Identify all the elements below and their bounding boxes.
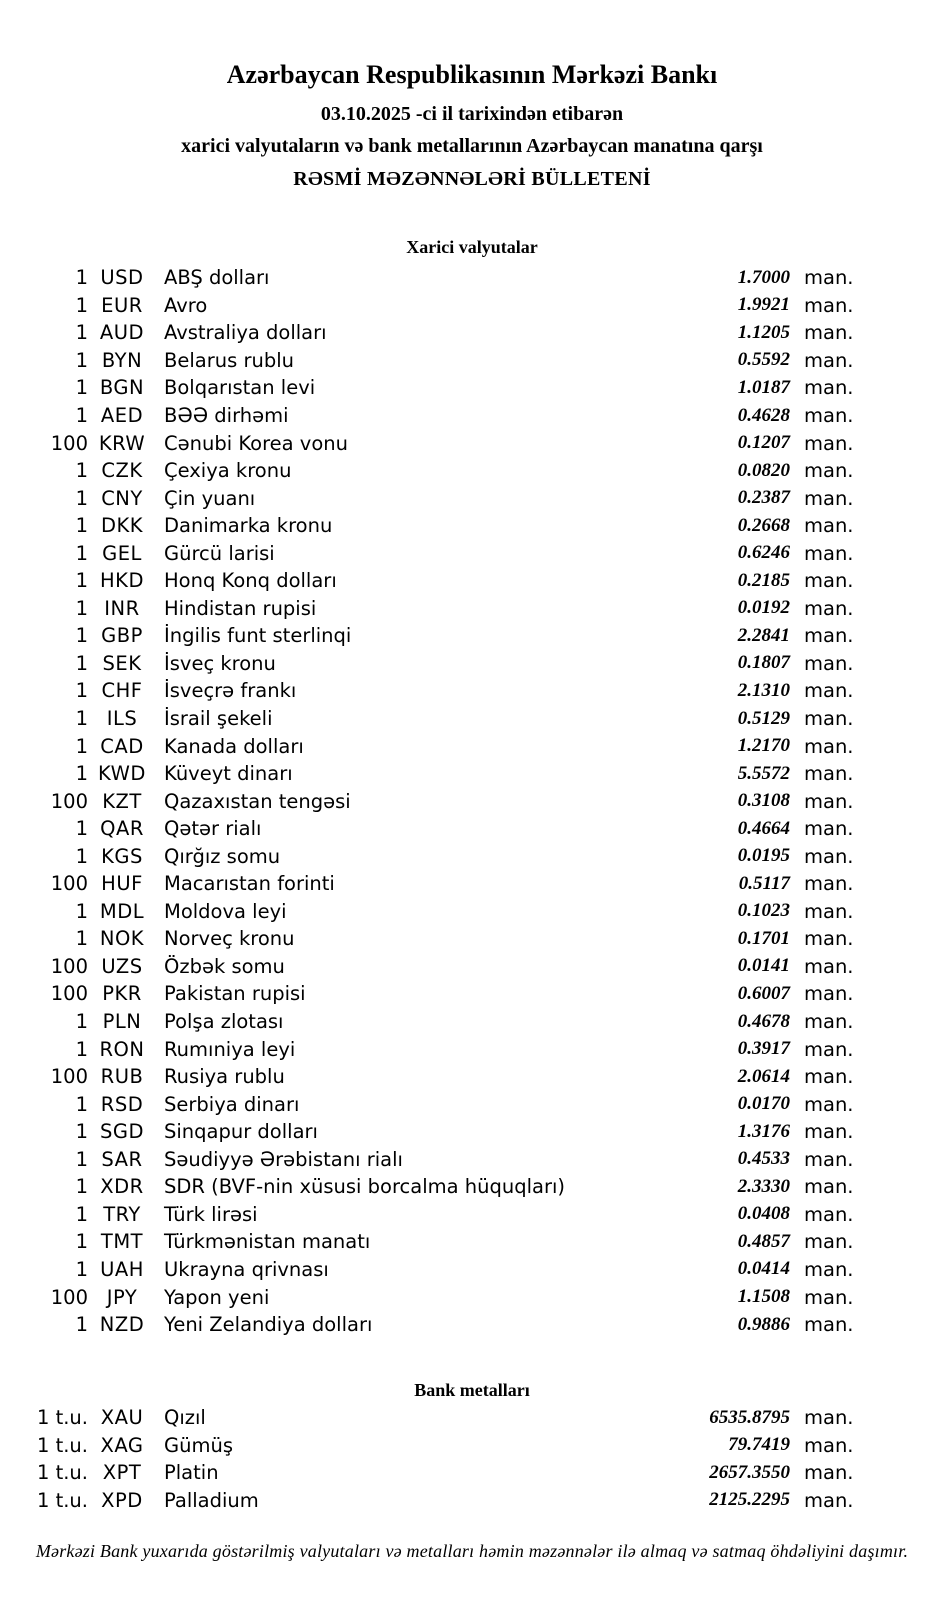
currency-name-cell: İsrail şekeli bbox=[164, 707, 273, 731]
currency-row bbox=[0, 842, 944, 870]
currency-row bbox=[0, 347, 944, 375]
currency-code-cell: NZD bbox=[99, 1313, 145, 1337]
rate-value-cell: 0.4628 bbox=[737, 404, 790, 426]
currency-code-cell: BGN bbox=[99, 376, 145, 400]
quantity-cell: 1 t.u. bbox=[36, 1406, 88, 1430]
unit-label-cell: man. bbox=[804, 844, 854, 868]
rate-value-cell: 2125.2295 bbox=[709, 1489, 790, 1511]
currency-name-cell: Honq Konq dolları bbox=[164, 569, 337, 593]
currency-code-cell: EUR bbox=[101, 293, 143, 317]
currency-code-cell: TRY bbox=[103, 1202, 141, 1226]
rate-value-cell: 0.3108 bbox=[737, 790, 790, 812]
quantity-cell: 1 t.u. bbox=[36, 1433, 88, 1457]
unit-label-cell: man. bbox=[804, 266, 854, 290]
rate-value-cell: 0.4678 bbox=[737, 1010, 790, 1032]
currency-code-cell: HUF bbox=[101, 872, 143, 896]
currency-code-cell: USD bbox=[100, 266, 144, 290]
unit-label-cell: man. bbox=[804, 651, 854, 675]
rate-value-cell: 0.1807 bbox=[737, 652, 790, 674]
currency-code-cell: PKR bbox=[102, 982, 142, 1006]
quantity-cell: 1 bbox=[75, 679, 88, 703]
quantity-cell: 1 t.u. bbox=[36, 1461, 88, 1485]
currency-row bbox=[0, 1201, 944, 1229]
currency-name-cell: Avstraliya dolları bbox=[164, 321, 327, 345]
currency-row bbox=[0, 292, 944, 320]
unit-label-cell: man. bbox=[804, 376, 854, 400]
currency-row bbox=[0, 567, 944, 595]
currencies-section-title: Xarici valyutalar bbox=[406, 237, 538, 257]
subject-line: xarici valyutaların və bank metallarının Azərbaycan manatına qarşı bbox=[181, 135, 763, 157]
unit-label-cell: man. bbox=[804, 1488, 854, 1512]
currency-code-cell: TMT bbox=[100, 1230, 144, 1254]
currency-name-cell: Norveç kronu bbox=[164, 927, 295, 951]
currency-row bbox=[0, 1173, 944, 1201]
metal-row bbox=[0, 1487, 944, 1515]
metal-row bbox=[0, 1459, 944, 1487]
currency-code-cell: MDL bbox=[99, 899, 145, 923]
rate-value-cell: 6535.8795 bbox=[709, 1406, 790, 1428]
unit-label-cell: man. bbox=[804, 1147, 854, 1171]
unit-label-cell: man. bbox=[804, 762, 854, 786]
quantity-cell: 100 bbox=[50, 1065, 88, 1089]
unit-label-cell: man. bbox=[804, 1175, 854, 1199]
currency-row bbox=[0, 677, 944, 705]
rate-value-cell: 2.3330 bbox=[737, 1175, 790, 1197]
currency-name-cell: Palladium bbox=[164, 1488, 259, 1512]
quantity-cell: 1 bbox=[75, 1092, 88, 1116]
currency-row bbox=[0, 402, 944, 430]
currency-name-cell: SDR (BVF-nin xüsusi borcalma hüquqları) bbox=[164, 1175, 566, 1199]
quantity-cell: 100 bbox=[50, 789, 88, 813]
currency-name-cell: Bolqarıstan levi bbox=[164, 376, 316, 400]
unit-label-cell: man. bbox=[804, 1230, 854, 1254]
quantity-cell: 1 bbox=[75, 266, 88, 290]
unit-label-cell: man. bbox=[804, 679, 854, 703]
unit-label-cell: man. bbox=[804, 1461, 854, 1485]
rate-value-cell: 0.5592 bbox=[737, 349, 790, 371]
unit-label-cell: man. bbox=[804, 707, 854, 731]
currency-name-cell: Serbiya dinarı bbox=[164, 1092, 300, 1116]
currency-name-cell: Çexiya kronu bbox=[164, 459, 292, 483]
currency-name-cell: Qırğız somu bbox=[164, 844, 281, 868]
unit-label-cell: man. bbox=[804, 486, 854, 510]
currency-row bbox=[0, 264, 944, 292]
currency-name-cell: Küveyt dinarı bbox=[164, 762, 293, 786]
currency-row bbox=[0, 1256, 944, 1284]
currency-name-cell: Kanada dolları bbox=[164, 734, 304, 758]
currency-name-cell: Özbək somu bbox=[164, 954, 285, 978]
quantity-cell: 1 t.u. bbox=[36, 1488, 88, 1512]
unit-label-cell: man. bbox=[804, 1313, 854, 1337]
quantity-cell: 1 bbox=[75, 762, 88, 786]
currency-code-cell: RON bbox=[99, 1037, 145, 1061]
quantity-cell: 1 bbox=[75, 844, 88, 868]
unit-label-cell: man. bbox=[804, 596, 854, 620]
currency-name-cell: Yapon yeni bbox=[164, 1285, 270, 1309]
unit-label-cell: man. bbox=[804, 404, 854, 427]
currency-code-cell: JPY bbox=[106, 1285, 138, 1309]
currency-code-cell: KZT bbox=[102, 789, 142, 813]
rate-value-cell: 0.6246 bbox=[737, 542, 790, 564]
rate-value-cell: 0.0820 bbox=[737, 459, 790, 481]
currency-code-cell: DKK bbox=[100, 514, 144, 538]
quantity-cell: 1 bbox=[75, 569, 88, 593]
quantity-cell: 1 bbox=[75, 404, 88, 427]
currency-row bbox=[0, 539, 944, 567]
currency-code-cell: RSD bbox=[100, 1092, 144, 1116]
rate-value-cell: 2.0614 bbox=[737, 1065, 790, 1087]
unit-label-cell: man. bbox=[804, 872, 854, 896]
currency-code-cell: CNY bbox=[101, 486, 143, 510]
currency-row bbox=[0, 953, 944, 981]
rate-value-cell: 0.4664 bbox=[737, 817, 790, 839]
currency-code-cell: XAG bbox=[100, 1433, 144, 1457]
currency-name-cell: Gümüş bbox=[164, 1433, 233, 1457]
unit-label-cell: man. bbox=[804, 1120, 854, 1144]
rate-value-cell: 2.1310 bbox=[737, 679, 790, 701]
currency-name-cell: İngilis funt sterlinqi bbox=[164, 624, 352, 648]
currency-name-cell: Platin bbox=[164, 1461, 219, 1485]
currency-row bbox=[0, 484, 944, 512]
currency-code-cell: XPT bbox=[102, 1461, 142, 1485]
currency-row bbox=[0, 815, 944, 843]
currency-row bbox=[0, 1008, 944, 1036]
currency-code-cell: UAH bbox=[100, 1257, 144, 1281]
rate-value-cell: 0.2668 bbox=[737, 514, 790, 536]
unit-label-cell: man. bbox=[804, 954, 854, 978]
rate-value-cell: 79.7419 bbox=[728, 1434, 790, 1456]
quantity-cell: 1 bbox=[75, 1037, 88, 1061]
unit-label-cell: man. bbox=[804, 1010, 854, 1034]
currency-name-cell: Belarus rublu bbox=[164, 348, 295, 372]
unit-label-cell: man. bbox=[804, 927, 854, 951]
unit-label-cell: man. bbox=[804, 982, 854, 1006]
quantity-cell: 1 bbox=[75, 899, 88, 923]
currency-row bbox=[0, 898, 944, 926]
quantity-cell: 100 bbox=[50, 954, 88, 978]
currency-row bbox=[0, 1146, 944, 1174]
currency-name-cell: Macarıstan forinti bbox=[164, 872, 335, 896]
currency-code-cell: RUB bbox=[100, 1065, 144, 1089]
bank-name-title: Azərbaycan Respublikasının Mərkəzi Bankı bbox=[226, 60, 718, 89]
currency-code-cell: SAR bbox=[101, 1147, 143, 1171]
unit-label-cell: man. bbox=[804, 1406, 854, 1430]
rate-value-cell: 2.2841 bbox=[737, 624, 790, 646]
quantity-cell: 100 bbox=[50, 872, 88, 896]
currency-row bbox=[0, 457, 944, 485]
currency-code-cell: CHF bbox=[101, 679, 143, 703]
rate-value-cell: 1.7000 bbox=[737, 266, 790, 288]
currency-row bbox=[0, 374, 944, 402]
currency-row bbox=[0, 705, 944, 733]
rate-value-cell: 0.0414 bbox=[737, 1258, 790, 1280]
currency-name-cell: ABŞ dolları bbox=[164, 266, 270, 290]
quantity-cell: 1 bbox=[75, 1230, 88, 1254]
rate-value-cell: 1.1508 bbox=[737, 1286, 790, 1307]
rate-value-cell: 0.5117 bbox=[738, 872, 790, 894]
rate-value-cell: 0.1207 bbox=[737, 432, 790, 454]
metal-rates-table bbox=[0, 1404, 944, 1514]
currency-name-cell: Danimarka kronu bbox=[164, 514, 333, 538]
currency-row bbox=[0, 1118, 944, 1146]
rate-value-cell: 0.0170 bbox=[737, 1093, 790, 1115]
unit-label-cell: man. bbox=[804, 1257, 854, 1281]
currency-row bbox=[0, 980, 944, 1008]
currency-name-cell: Qətər rialı bbox=[164, 817, 262, 841]
currency-row bbox=[0, 1311, 944, 1339]
quantity-cell: 1 bbox=[75, 541, 88, 565]
currency-name-cell: Avro bbox=[164, 293, 208, 317]
currency-name-cell: Səudiyyə Ərəbistanı rialı bbox=[164, 1147, 403, 1171]
currency-row bbox=[0, 1063, 944, 1091]
quantity-cell: 1 bbox=[75, 1313, 88, 1337]
currency-code-cell: KWD bbox=[98, 762, 146, 786]
currency-code-cell: CAD bbox=[100, 734, 144, 758]
unit-label-cell: man. bbox=[804, 1065, 854, 1089]
rate-value-cell: 1.0187 bbox=[737, 376, 790, 398]
unit-label-cell: man. bbox=[804, 514, 854, 538]
unit-label-cell: man. bbox=[804, 1037, 854, 1061]
currency-row bbox=[0, 925, 944, 953]
currency-row bbox=[0, 650, 944, 678]
quantity-cell: 1 bbox=[75, 1257, 88, 1281]
currency-code-cell: QAR bbox=[100, 817, 144, 841]
effective-date-line: 03.10.2025 -ci il tarixindən etibarən bbox=[320, 103, 624, 125]
rate-value-cell: 1.3176 bbox=[737, 1120, 790, 1142]
quantity-cell: 1 bbox=[75, 817, 88, 841]
quantity-cell: 1 bbox=[75, 624, 88, 648]
currency-row bbox=[0, 622, 944, 650]
quantity-cell: 1 bbox=[75, 1175, 88, 1199]
currency-name-cell: Ukrayna qrivnası bbox=[164, 1257, 329, 1281]
currency-name-cell: Qızıl bbox=[164, 1406, 206, 1430]
currency-row bbox=[0, 512, 944, 540]
unit-label-cell: man. bbox=[804, 431, 854, 455]
currency-name-cell: BƏƏ dirhəmi bbox=[164, 404, 289, 427]
rate-value-cell: 0.0408 bbox=[737, 1203, 790, 1225]
rate-value-cell: 0.6007 bbox=[737, 982, 790, 1004]
quantity-cell: 100 bbox=[50, 431, 88, 455]
currency-row bbox=[0, 1228, 944, 1256]
quantity-cell: 1 bbox=[75, 486, 88, 510]
currency-name-cell: Sinqapur dolları bbox=[164, 1120, 318, 1144]
bulletin-title: RƏSMİ MƏZƏNNƏLƏRİ BÜLLETENİ bbox=[293, 168, 651, 190]
currency-code-cell: BYN bbox=[101, 348, 143, 372]
currency-name-cell: Türkmənistan manatı bbox=[164, 1230, 371, 1254]
currency-code-cell: GEL bbox=[102, 541, 142, 565]
quantity-cell: 1 bbox=[75, 1010, 88, 1034]
quantity-cell: 1 bbox=[75, 321, 88, 345]
currency-name-cell: Rumıniya leyi bbox=[164, 1037, 296, 1061]
currency-code-cell: XAU bbox=[100, 1406, 144, 1430]
unit-label-cell: man. bbox=[804, 789, 854, 813]
unit-label-cell: man. bbox=[804, 321, 854, 345]
currency-code-cell: XPD bbox=[101, 1488, 143, 1512]
currency-code-cell: UZS bbox=[101, 954, 143, 978]
currency-row bbox=[0, 1283, 944, 1311]
metal-row bbox=[0, 1432, 944, 1460]
quantity-cell: 100 bbox=[50, 1285, 88, 1309]
unit-label-cell: man. bbox=[804, 1202, 854, 1226]
rate-value-cell: 0.0192 bbox=[737, 597, 790, 619]
rate-value-cell: 0.0195 bbox=[737, 845, 790, 867]
rate-value-cell: 1.1205 bbox=[737, 321, 790, 343]
currency-name-cell: Qazaxıstan tengəsi bbox=[164, 789, 351, 813]
currency-code-cell: ILS bbox=[106, 707, 138, 731]
currency-row bbox=[0, 1035, 944, 1063]
metals-section-title: Bank metalları bbox=[414, 1380, 530, 1400]
rate-value-cell: 0.2387 bbox=[737, 487, 790, 509]
rate-value-cell: 0.3917 bbox=[737, 1038, 790, 1060]
unit-label-cell: man. bbox=[804, 1092, 854, 1116]
currency-code-cell: SEK bbox=[102, 651, 142, 675]
unit-label-cell: man. bbox=[804, 293, 854, 317]
quantity-cell: 100 bbox=[50, 982, 88, 1006]
rate-value-cell: 0.4857 bbox=[737, 1230, 790, 1252]
rate-value-cell: 0.1023 bbox=[737, 900, 790, 922]
currency-code-cell: AUD bbox=[99, 321, 145, 345]
currency-row bbox=[0, 787, 944, 815]
quantity-cell: 1 bbox=[75, 348, 88, 372]
quantity-cell: 1 bbox=[75, 376, 88, 400]
currency-code-cell: SGD bbox=[99, 1120, 144, 1144]
currency-code-cell: GBP bbox=[101, 624, 143, 648]
currency-name-cell: Polşa zlotası bbox=[164, 1010, 284, 1034]
unit-label-cell: man. bbox=[804, 734, 854, 758]
currency-row bbox=[0, 760, 944, 788]
currency-name-cell: Pakistan rupisi bbox=[164, 982, 306, 1006]
currency-row bbox=[0, 1090, 944, 1118]
currency-code-cell: HKD bbox=[100, 569, 144, 593]
currency-code-cell: CZK bbox=[101, 459, 143, 483]
quantity-cell: 1 bbox=[75, 651, 88, 675]
quantity-cell: 1 bbox=[75, 1120, 88, 1144]
rate-value-cell: 0.4533 bbox=[737, 1148, 790, 1170]
quantity-cell: 1 bbox=[75, 1147, 88, 1171]
rate-value-cell: 0.1701 bbox=[737, 927, 790, 949]
currency-row bbox=[0, 732, 944, 760]
rate-value-cell: 0.2185 bbox=[737, 569, 790, 591]
unit-label-cell: man. bbox=[804, 624, 854, 648]
currency-row bbox=[0, 319, 944, 347]
rate-value-cell: 1.2170 bbox=[737, 735, 790, 757]
currency-row bbox=[0, 870, 944, 898]
quantity-cell: 1 bbox=[75, 707, 88, 731]
unit-label-cell: man. bbox=[804, 348, 854, 372]
unit-label-cell: man. bbox=[804, 1433, 854, 1457]
quantity-cell: 1 bbox=[75, 459, 88, 483]
quantity-cell: 1 bbox=[75, 293, 88, 317]
currency-code-cell: PLN bbox=[102, 1010, 142, 1034]
currency-row bbox=[0, 595, 944, 623]
currency-name-cell: Cənubi Korea vonu bbox=[164, 431, 348, 455]
unit-label-cell: man. bbox=[804, 1285, 854, 1309]
quantity-cell: 1 bbox=[75, 927, 88, 951]
rate-value-cell: 1.9921 bbox=[737, 294, 790, 316]
metal-row bbox=[0, 1404, 944, 1432]
currency-code-cell: INR bbox=[104, 596, 140, 620]
currency-name-cell: Rusiya rublu bbox=[164, 1065, 285, 1089]
currency-name-cell: Türk lirəsi bbox=[164, 1202, 258, 1226]
quantity-cell: 1 bbox=[75, 1202, 88, 1226]
currency-name-cell: Moldova leyi bbox=[164, 899, 287, 923]
currency-code-cell: NOK bbox=[99, 927, 145, 951]
currency-name-cell: Gürcü larisi bbox=[164, 541, 275, 565]
quantity-cell: 1 bbox=[75, 734, 88, 758]
currency-name-cell: Hindistan rupisi bbox=[164, 596, 317, 620]
currency-code-cell: AED bbox=[100, 404, 144, 427]
currency-name-cell: Yeni Zelandiya dolları bbox=[164, 1313, 373, 1337]
currency-code-cell: KRW bbox=[98, 431, 146, 455]
currency-code-cell: XDR bbox=[100, 1175, 144, 1199]
currency-rates-table bbox=[0, 264, 944, 1338]
rate-value-cell: 0.9886 bbox=[737, 1313, 790, 1335]
unit-label-cell: man. bbox=[804, 541, 854, 565]
rate-value-cell: 5.5572 bbox=[737, 762, 790, 784]
rate-value-cell: 0.5129 bbox=[737, 707, 790, 729]
rate-value-cell: 0.0141 bbox=[737, 955, 790, 977]
quantity-cell: 1 bbox=[75, 514, 88, 538]
quantity-cell: 1 bbox=[75, 596, 88, 620]
currency-name-cell: İsveç kronu bbox=[164, 651, 276, 675]
currency-name-cell: İsveçrə frankı bbox=[164, 679, 297, 703]
unit-label-cell: man. bbox=[804, 817, 854, 841]
currency-row bbox=[0, 429, 944, 457]
rate-value-cell: 2657.3550 bbox=[709, 1461, 790, 1483]
footer-disclaimer: Mərkəzi Bank yuxarıda göstərilmiş valyutaları və metalları həmin məzənnələr ilə almaq və satmaq öhdəliyini daşımır. bbox=[35, 1541, 909, 1561]
unit-label-cell: man. bbox=[804, 569, 854, 593]
unit-label-cell: man. bbox=[804, 899, 854, 923]
currency-code-cell: KGS bbox=[101, 844, 143, 868]
unit-label-cell: man. bbox=[804, 459, 854, 483]
currency-name-cell: Çin yuanı bbox=[164, 486, 256, 510]
